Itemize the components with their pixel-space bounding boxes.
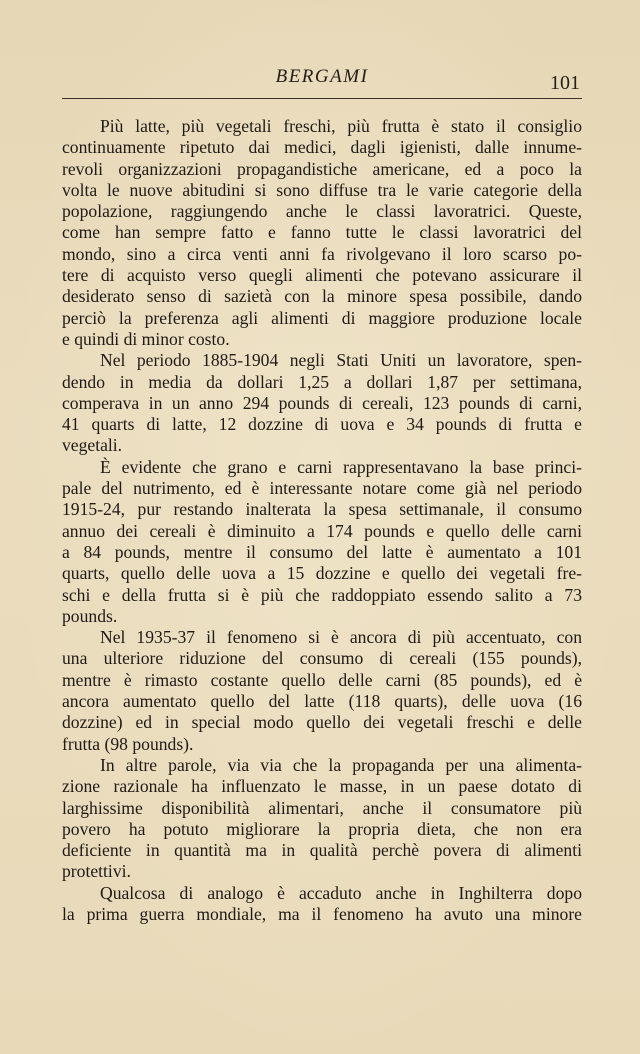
text-line: dozzine) ed in special modo quello dei vegetali freschi e delle [62,712,582,733]
paragraph [62,627,582,755]
paragraph [62,116,582,350]
text-line: e quindi di minor costo. [62,328,230,349]
text-line: mentre è rimasto costante quello delle carni (85 pounds), ed è [62,669,582,690]
text-line: perciò la preferenza agli alimenti di maggiore produzione locale [62,307,582,328]
text-line: vegetali. [62,435,123,456]
text-line: una ulteriore riduzione del consumo di cereali (155 pounds), [62,648,582,669]
paragraph [62,350,582,456]
text-line: protettivi. [62,861,131,882]
text-line: annuo dei cereali è diminuito a 174 pounds e quello delle carni [62,520,582,541]
text-line: Qualcosa di analogo è accaduto anche in Inghilterra dopo [100,882,582,903]
text-line: desiderato senso di sazietà con la minore spesa possibile, dando [62,286,582,307]
text-line: frutta (98 pounds). [62,733,194,754]
paragraph [62,457,582,627]
text-line: continuamente ripetuto dai medici, dagli igienisti, dalle innume- [62,137,582,158]
text-line: zione razionale ha influenzato le masse, in un paese dotato di [62,776,582,797]
text-line: tere di acquisto verso quegli alimenti che potevano assicurare il [62,265,582,286]
text-line: schi e della frutta si è più che raddoppiato essendo salito a 73 [62,584,582,605]
text-line: ancora aumentato quello del latte (118 quarts), delle uova (16 [62,691,582,712]
text-line: quarts, quello delle uova a 15 dozzine e quello dei vegetali fre- [62,563,582,584]
text-line: È evidente che grano e carni rappresentavano la base princi- [100,456,582,477]
text-line: dendo in media da dollari 1,25 a dollari 1,87 per settimana, [62,371,582,392]
text-line: deficiente in quantità ma in qualità perchè povera di alimenti [62,840,582,861]
text-line: come han sempre fatto e fanno tutte le classi lavoratrici del [62,222,582,243]
text-line: larghissime disponibilità alimentari, anche il consumatore più [62,797,582,818]
paragraph [62,883,582,926]
text-line: mondo, sino a circa venti anni fa rivolgevano il loro scarso po- [62,243,582,264]
page-number: 101 [550,72,580,94]
text-line: 1915-24, pur restando inalterata la spesa settimanale, il consumo [62,499,582,520]
text-line: popolazione, raggiungendo anche le classi lavoratrici. Queste, [62,201,582,222]
text-line: Nel periodo 1885-1904 negli Stati Uniti un lavoratore, spen- [100,350,582,371]
paragraph [62,755,582,883]
text-line: Più latte, più vegetali freschi, più frutta è stato il consiglio [100,116,582,136]
text-line: Nel 1935-37 il fenomeno si è ancora di più accentuato, con [100,627,582,648]
text-line: In altre parole, via via che la propaganda per una alimenta- [100,754,582,775]
text-line: 41 quarts di latte, 12 dozzine di uova e 34 pounds di frutta e [62,414,582,435]
text-line: povero ha potuto migliorare la propria dieta, che non era [62,818,582,839]
text-line: pounds. [62,605,118,626]
text-line: volta le nuove abitudini si sono diffuse tra le varie categorie della [62,179,582,200]
text-line: revoli organizzazioni propagandistiche americane, ed a poco la [62,158,582,179]
page-header [62,62,582,99]
running-head: BERGAMI [275,66,369,87]
text-line: comperava in un anno 294 pounds di cereali, 123 pounds di carni, [62,392,582,413]
text-line: pale del nutrimento, ed è interessante notare come già nel periodo [62,478,582,499]
body-text [62,116,582,925]
text-line: a 84 pounds, mentre il consumo del latte è aumentato a 101 [62,541,582,562]
text-line: la prima guerra mondiale, ma il fenomeno ha avuto una minore [62,903,582,924]
